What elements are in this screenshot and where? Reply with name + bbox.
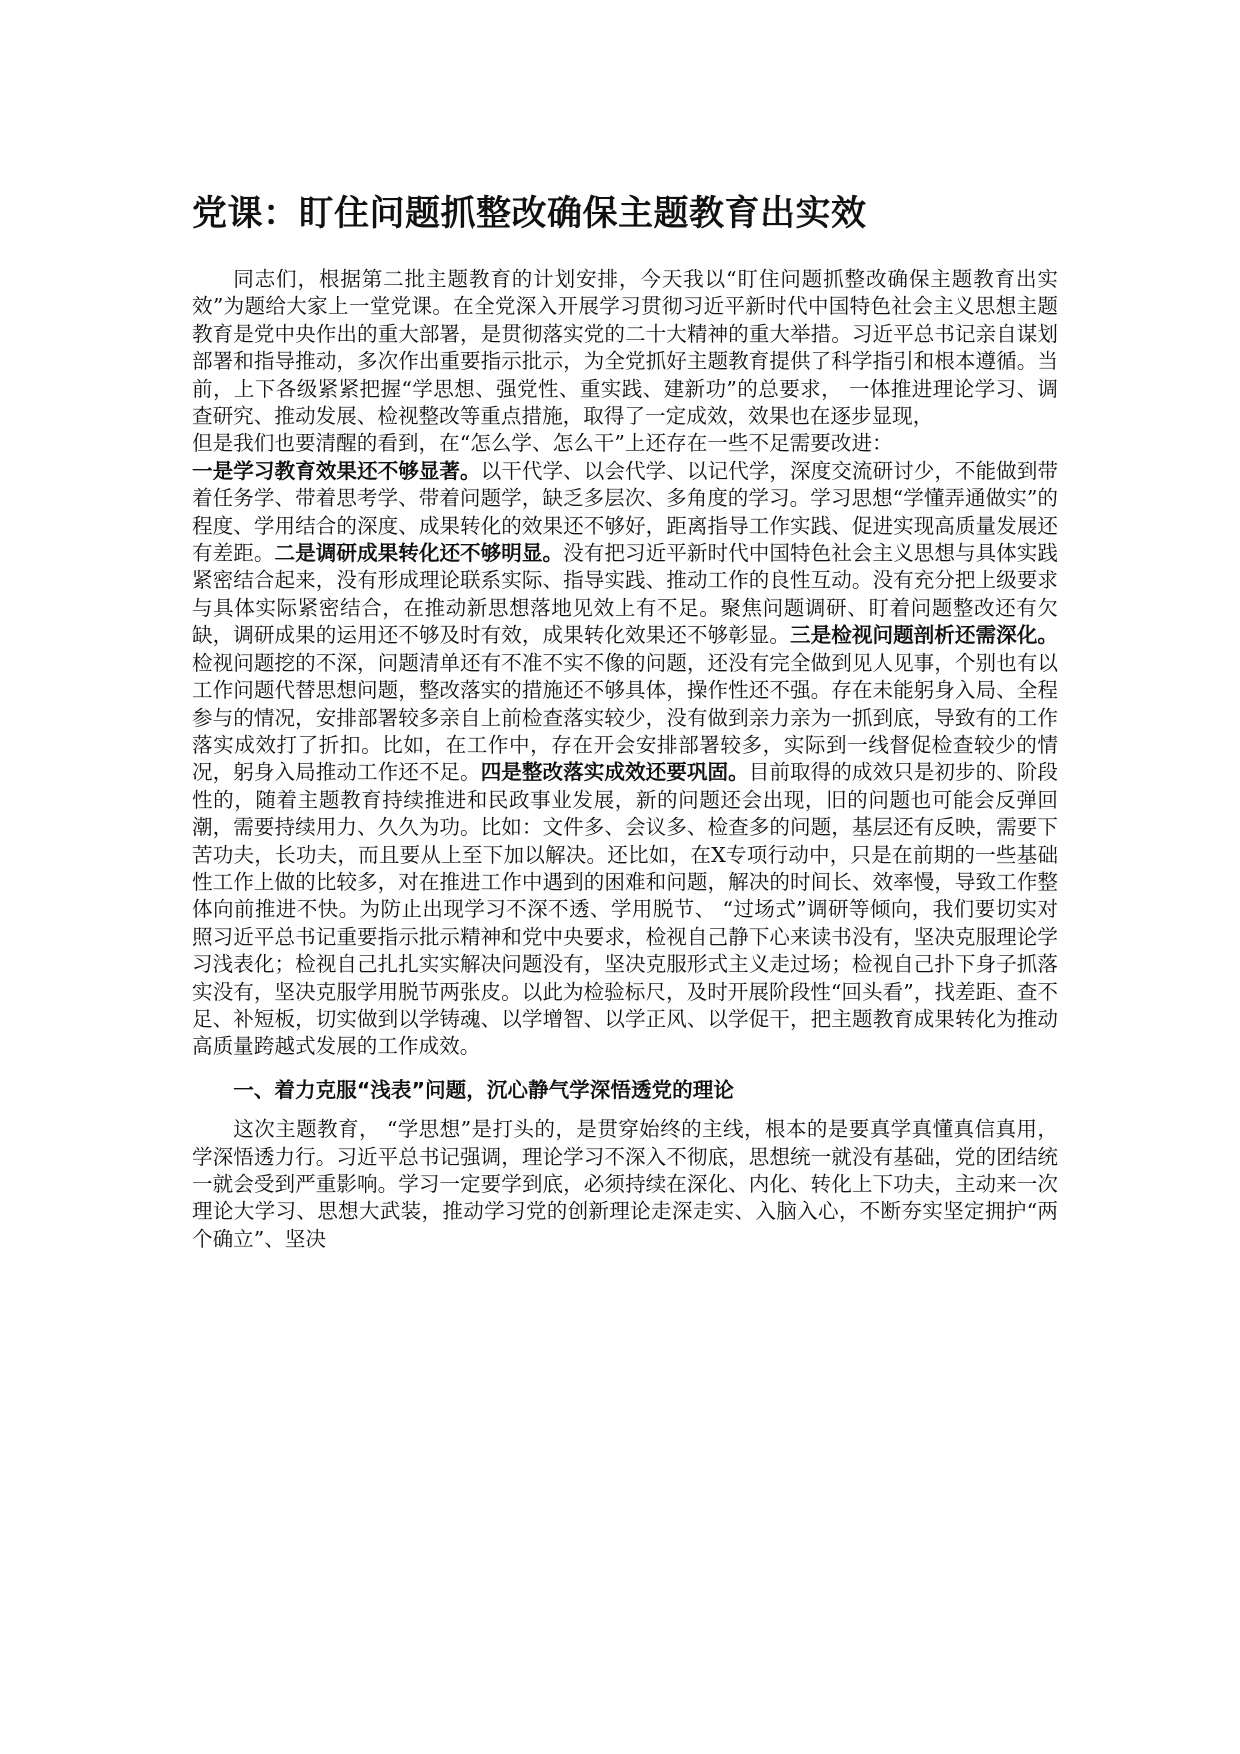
problem-2-heading: 二是调研成果转化还不够明显。 [274,541,564,566]
problems-paragraph [192,430,1058,1060]
problem-1-heading: 一是学习教育效果还不够显著。 [192,458,481,483]
problem-3-text: 检视问题挖的不深，问题清单还有不准不实不像的问题，还没有完全做到见人见事，个别也有以工作问题代替思想问题，整改落实的措施还不够具体，操作性还不强。存在未能躬身入局、全程参与的情况，安排部署较多亲自上前检查落实较少，没有做到亲力亲为一抓到底，导致有的工作落实成效打了折扣。比如，在工作中，存在开会安排部署较多，实际到一线督促检查较少的情况，躬身入局推动工作还不足。 [192,650,1058,785]
problems-lead: 但是我们也要清醒的看到，在“怎么学、怎么干”上还存在一些不足需要改进： [192,431,893,456]
section-1-heading: 一、着力克服“浅表”问题，沉心静气学深悟透党的理论 [233,1077,734,1102]
problem-4-heading: 四是整改落实成效还要巩固。 [480,760,749,785]
problem-4-text: 目前取得的成效只是初步的、阶段性的，随着主题教育持续推进和民政事业发展，新的问题还会出现，旧的问题也可能会反弹回潮，需要持续用力、久久为功。比如：文件多、会议多、检查多的问题，基层还有反映，需要下苦功夫，长功夫，而且要从上至下加以解决。还比如，在X专项行动中，只是在前期的一些基础性工作上做的比较多，对在推进工作中遇到的困难和问题，解决的时间长、效率慢，导致工作整体向前推进不快。为防止出现学习不深不透、学用脱节、 “过场式”调研等倾向，我们要切实对照习近平总书记重要指示批示精神和党中央要求，检视自己静下心来读书没有，坚决克服理论学习浅表化；检视自己扎扎实实解决问题没有，坚决克服形式主义走过场；检视自己扑下身子抓落实没有，坚决克服学用脱节两张皮。以此为检验标尺，及时开展阶段性“回头看”，找差距、查不足、补短板，切实做到以学铸魂、以学增智、以学正风、以学促干，把主题教育成果转化为推动高质量跨越式发展的工作成效。 [192,760,1059,1059]
problem-1-text: 以干代学、以会代学、以记代学，深度交流研讨少，不能做到带着任务学、带着思考学、带着问题学，缺乏多层次、多角度的学习。学习思想“学懂弄通做实”的程度、学用结合的深度、成果转化的效果还不够好，距离指导工作实践、促进实现高质量发展还有差距。 [192,458,1059,566]
intro-paragraph: 同志们，根据第二批主题教育的计划安排，今天我以“盯住问题抓整改确保主题教育出实效”为题给大家上一堂党课。在全党深入开展学习贯彻习近平新时代中国特色社会主义思想主题教育是党中央作出的重大部署，是贯彻落实党的二十大精神的重大举措。习近平总书记亲自谋划部署和指导推动，多次作出重要指示批示，为全党抓好主题教育提供了科学指引和根本遵循。当前，上下各级紧紧把握“学思想、强党性、重实践、建新功”的总要求， 一体推进理论学习、调 查研究、推动发展、检视整改等重点措施，取得了一定成效，效果也在逐步显现， [192,267,1058,429]
problem-2-text: 没有把习近平新时代中国特色社会主义思想与具体实践紧密结合起来，没有形成理论联系实际、指导实践、推动工作的良性互动。没有充分把上级要求与具体实际紧密结合，在推动新思想落地见效上有不足。聚焦问题调研、盯着问题整改还有欠缺，调研成果的运用还不够及时有效，成果转化效果还不够彰显。 [192,541,1059,648]
section-1-paragraph: 这次主题教育， “学思想”是打头的，是贯穿始终的主线，根本的是要真学真懂真信真用，学深悟透力行。习近平总书记强调，理论学习不深入不彻底，思想统一就没有基础，党的团结统一就会受到严重影响。学习一定要学到底，必须持续在深化、内化、转化上下功夫，主动来一次理论大学习、思想大武装，推动学习党的创新理论走深走实、入脑入心，不断夯实坚定拥护“两个确立”、坚决 [192,1117,1058,1251]
document-title: 党课：盯住问题抓整改确保主题教育出实效 [192,194,867,234]
document-page [192,190,1058,1253]
problem-3-heading: 三是检视问题剖析还需深化。 [789,623,1058,648]
